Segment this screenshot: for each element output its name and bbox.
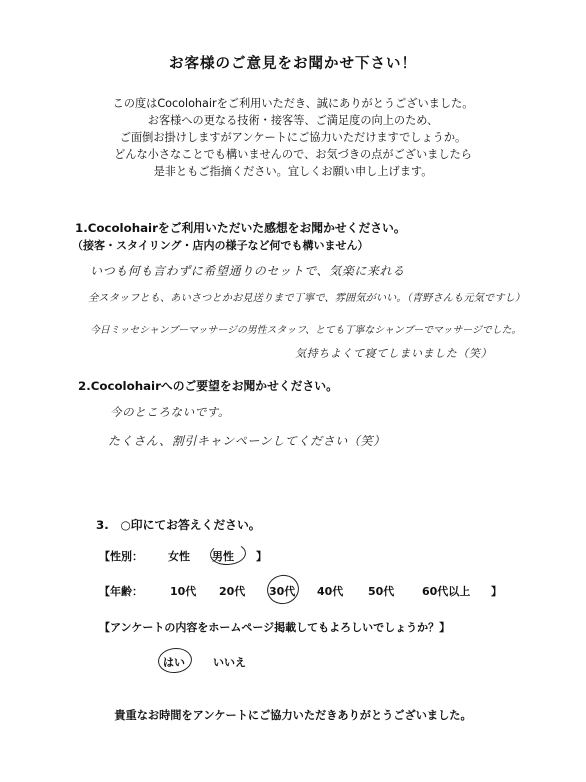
- q2-heading: 2.Cocolohairへのご要望をお聞かせください。: [78, 379, 338, 393]
- age-option-60s-plus[interactable]: 60代以上: [422, 585, 471, 598]
- q1-answer-line-2: 全スタッフとも、あいさつとかお見送りまで丁寧で、雰囲気がいい。（青野さんも元気ですし）: [88, 293, 526, 304]
- age-option-50s[interactable]: 50代: [368, 585, 395, 598]
- gender-close-bracket: 】: [256, 550, 267, 563]
- intro-line-4: どんな小さなことでも構いませんので、お気づきの点がございましたら: [114, 148, 472, 161]
- age-close-bracket: 】: [491, 585, 502, 598]
- publish-option-no[interactable]: いいえ: [213, 656, 246, 669]
- q1-answer-line-4: 気持ちよくて寝てしまいました（笑）: [295, 347, 493, 360]
- age-label: 【年齢：: [99, 585, 143, 598]
- publish-option-yes[interactable]: はい: [163, 656, 185, 669]
- q3-heading: 3. ○印にてお答えください。: [96, 518, 261, 532]
- age-option-30s[interactable]: 30代: [269, 585, 296, 598]
- q2-answer-line-1: 今のところないです。: [110, 405, 231, 419]
- page-title: お客様のご意見をお聞かせ下さい！: [169, 56, 417, 72]
- q2-answer-line-2: たくさん、割引キャンペーンしてください（笑）: [108, 434, 386, 448]
- selected-yes-circle-mark: [157, 646, 193, 674]
- age-option-10s[interactable]: 10代: [170, 585, 197, 598]
- selected-male-circle-mark: [209, 542, 246, 566]
- q1-heading: 1.Cocolohairをご利用いただいた感想をお聞かせください。: [75, 221, 406, 235]
- intro-line-3: ご面倒お掛けしますがアンケートにご協力いただけますでしょうか。: [119, 131, 467, 144]
- age-option-20s[interactable]: 20代: [219, 585, 246, 598]
- q1-subheading: （接客・スタイリング・店内の様子など何でも構いません）: [72, 239, 369, 252]
- gender-option-male[interactable]: 男性: [212, 550, 234, 563]
- selected-age-circle-mark: [264, 572, 301, 607]
- thank-you-footer: 貴重なお時間をアンケートにご協力いただきありがとうございました。: [114, 709, 472, 722]
- gender-label: 【性別：: [99, 550, 143, 563]
- intro-line-2: お客様への更なる技術・接客等、ご満足度の向上のため、: [147, 114, 439, 127]
- q1-answer-line-1: いつも何も言わずに希望通りのセットで、気楽に来れる: [90, 264, 405, 278]
- intro-line-5: 是非ともご指摘ください。宜しくお願い申し上げます。: [153, 165, 433, 178]
- publish-question: 【アンケートの内容をホームページ掲載してもよろしいでしょうか？】: [99, 621, 451, 634]
- intro-line-1: この度はCocolohairをご利用いただき、誠にありがとうございました。: [112, 97, 474, 110]
- gender-option-female[interactable]: 女性: [168, 550, 190, 563]
- q1-answer-line-3: 今日ミッセシャンプーマッサージの男性スタッフ、とても丁寧なシャンプーでマッサージでした。: [90, 325, 522, 336]
- age-option-40s[interactable]: 40代: [317, 585, 344, 598]
